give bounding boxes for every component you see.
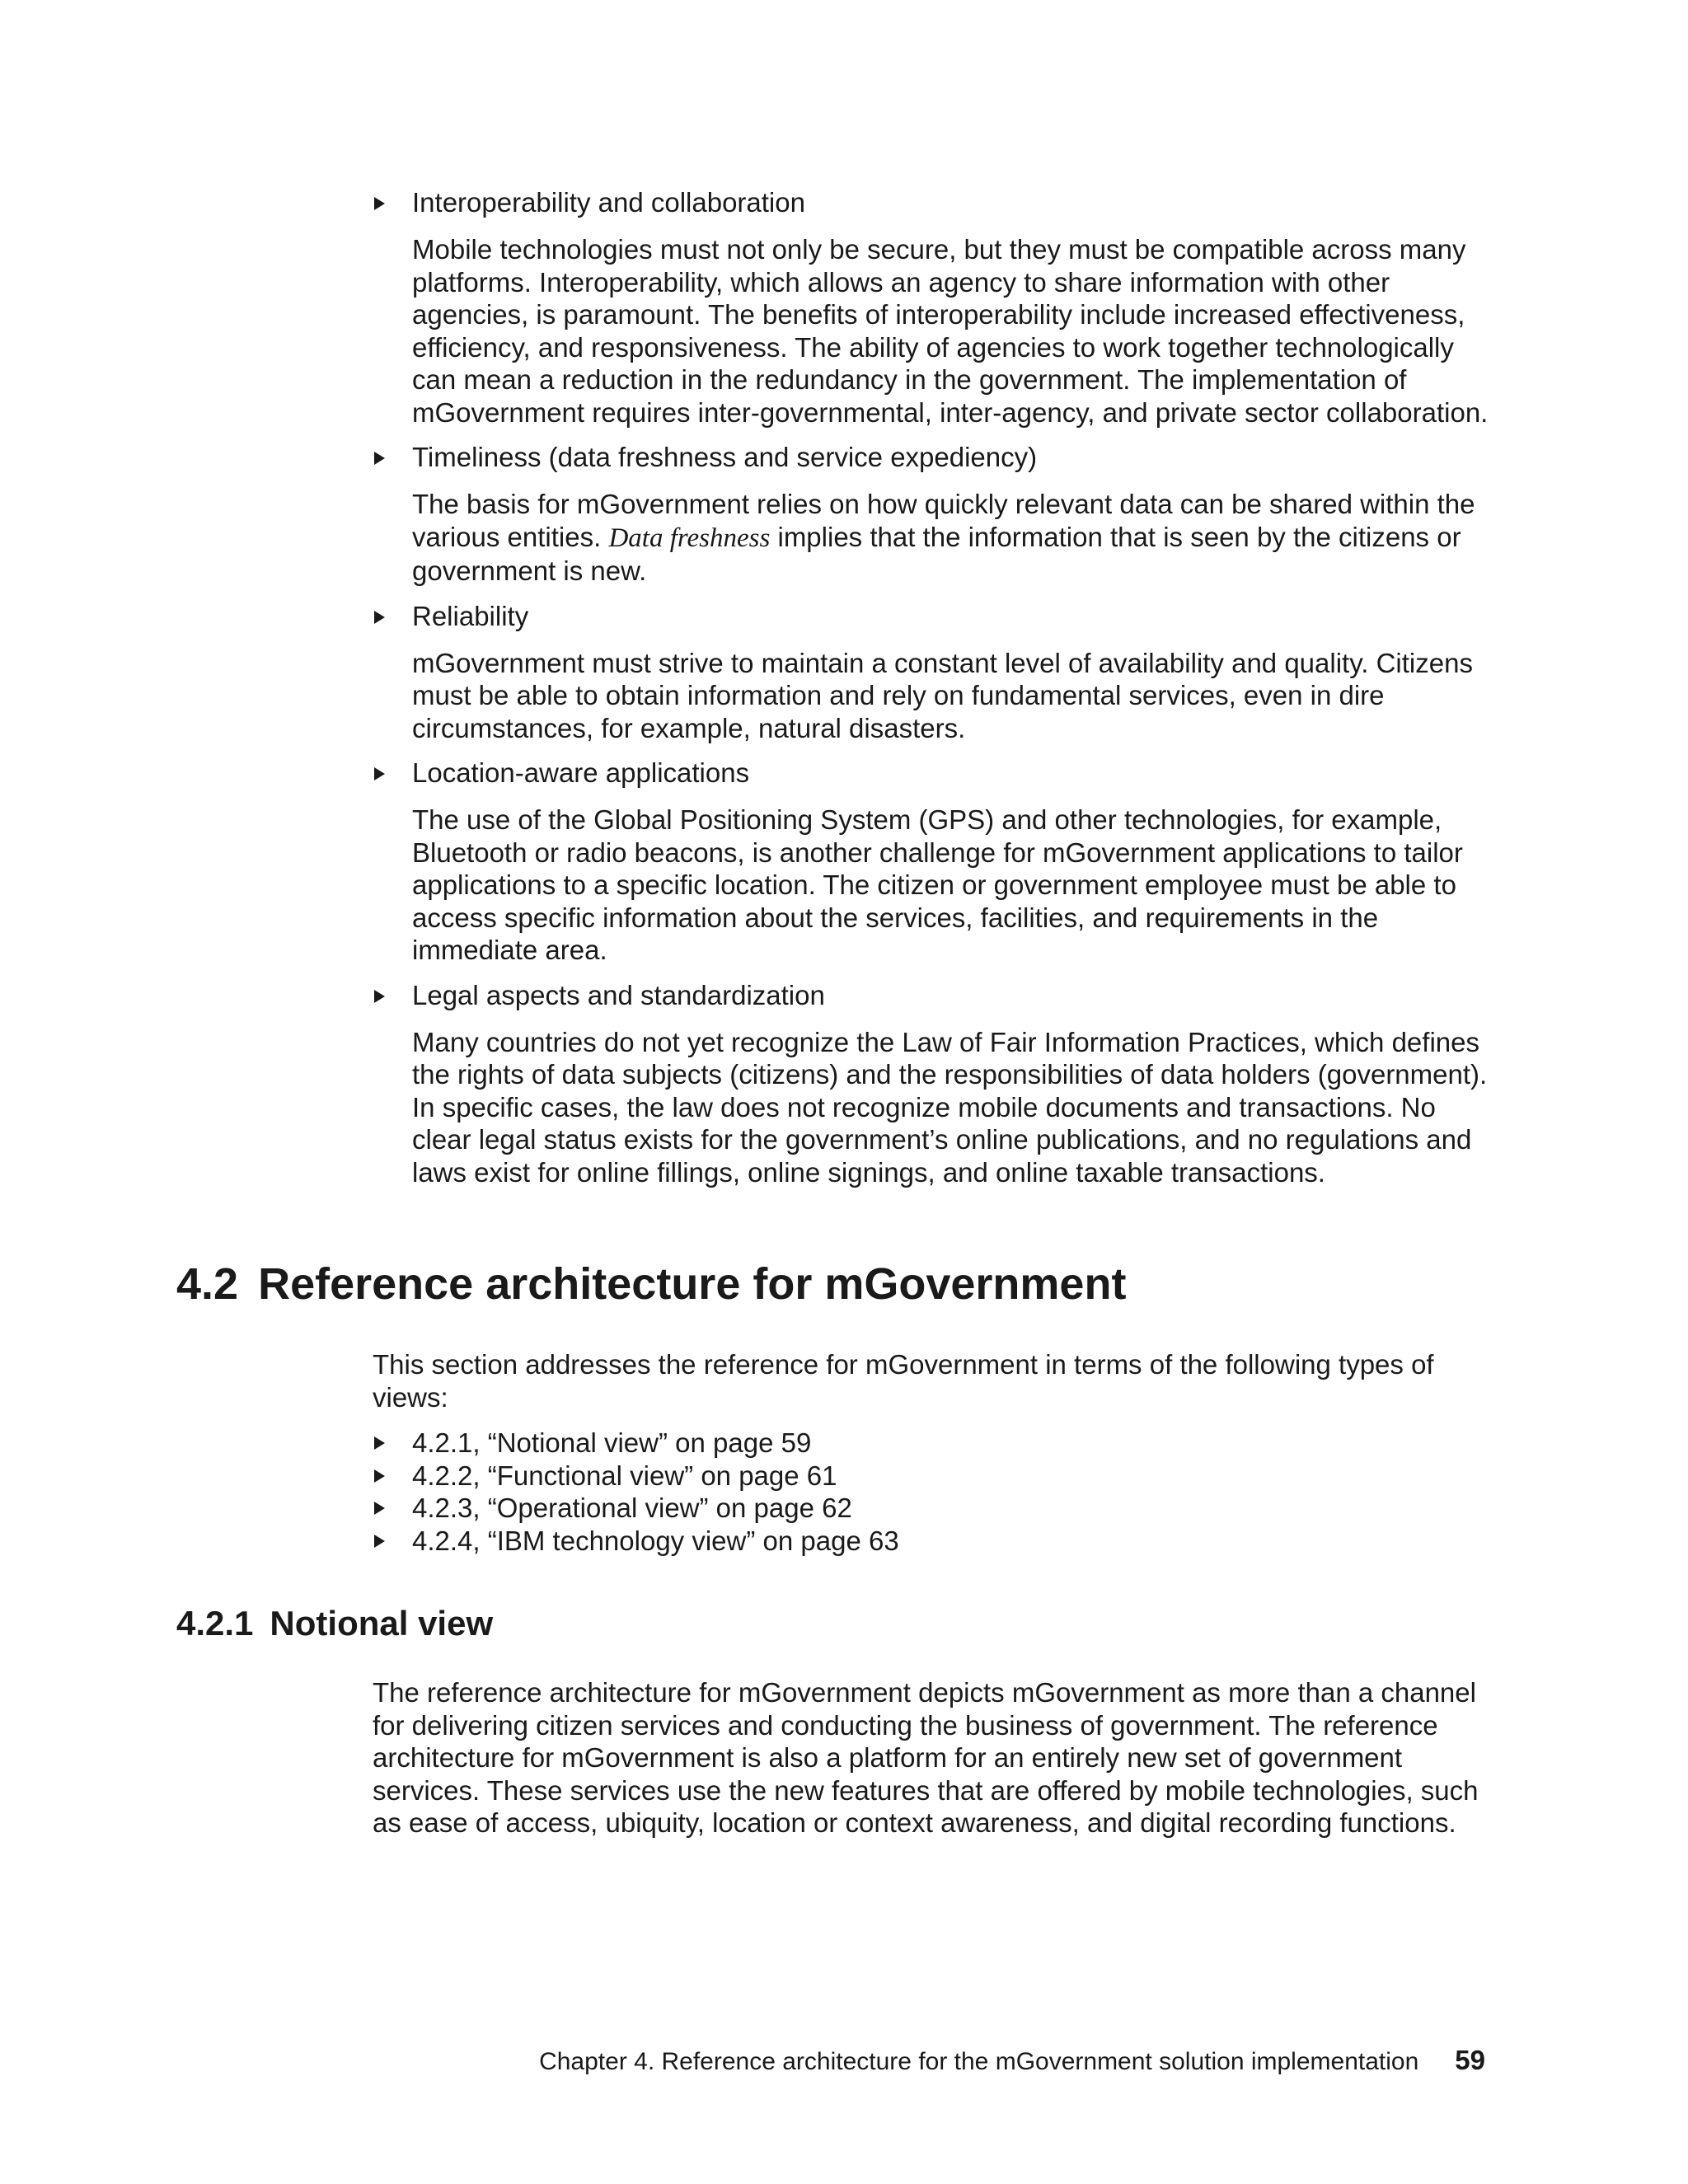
bullet-title: Interoperability and collaboration (412, 187, 805, 218)
section-number: 4.2 (176, 1259, 239, 1309)
bullet-triangle-icon (374, 452, 385, 465)
bullet-list (373, 186, 1493, 1201)
page-number: 59 (1455, 2045, 1485, 2075)
cross-reference-link[interactable]: 4.2.4, “IBM technology view” on page 63 (412, 1525, 899, 1556)
bullet-triangle-icon (374, 197, 385, 210)
bullet-triangle-icon (374, 611, 385, 624)
cross-reference-list (373, 1427, 1444, 1557)
list-item (373, 441, 1493, 588)
subsection-number: 4.2.1 (176, 1604, 254, 1643)
bullet-body: Mobile technologies must not only be secure, but they must be compatible across many platforms. Interoperability, which allows an agency to share information with other agencies, is paramount. The benefits of interoperability include increased effectiveness, efficiency, and responsiveness. The ability of agencies to work together technologically can mean a reduction in the redundancy in the government. The implementation of mGovernment requires inter-governmental, inter-agency, and private sector collaboration. (412, 234, 1489, 428)
section-heading (176, 1258, 1126, 1310)
bullet-body (412, 488, 1493, 588)
bullet-title: Legal aspects and standardization (412, 979, 825, 1010)
list-item (373, 1525, 1444, 1558)
list-item (373, 1427, 1444, 1460)
emphasis-term: Data freshness (608, 523, 771, 553)
bullet-body: Many countries do not yet recognize the Law of Fair Information Practices, which defines the rights of data subjects (citizens) and the responsibilities of data holders (government). In specific cases, the law does not recognize mobile documents and transactions. No clear legal status exists for the government’s online publications, and no regulations and laws exist for online fillings, online signings, and online taxable transactions. (412, 1026, 1488, 1188)
bullet-body-text: The basis for mGovernment relies on how quickly relevant data can be shared within the various entities. (412, 489, 1475, 552)
section-title: Reference architecture for mGovernment (258, 1259, 1127, 1309)
cross-reference-link[interactable]: 4.2.3, “Operational view” on page 62 (412, 1493, 852, 1523)
bullet-body: mGovernment must strive to maintain a constant level of availability and quality. Citizens must be able to obtain information and rely on fundamental services, even in dire circumstances, for example, natural disasters. (412, 647, 1473, 743)
bullet-title: Location-aware applications (412, 757, 750, 788)
bullet-triangle-icon (374, 1502, 385, 1515)
list-item (373, 1460, 1444, 1493)
bullet-triangle-icon (374, 1436, 385, 1450)
list-item (373, 600, 1493, 745)
cross-reference-link[interactable]: 4.2.2, “Functional view” on page 61 (412, 1460, 837, 1491)
bullet-title: Timeliness (data freshness and service expediency) (412, 442, 1038, 472)
list-item (373, 979, 1493, 1189)
subsection-title: Notional view (270, 1604, 494, 1643)
list-item (373, 757, 1493, 967)
bullet-triangle-icon (374, 1469, 385, 1483)
section-intro: This section addresses the reference for mGovernment in terms of the following types of views: (373, 1349, 1434, 1413)
list-item (373, 186, 1493, 429)
chapter-title: Chapter 4. Reference architecture for the mGovernment solution implementation (539, 2048, 1419, 2075)
subsection-heading (176, 1603, 493, 1644)
bullet-body-text: implies that the information that is seen by the citizens or government is new. (412, 521, 1461, 586)
subsection-body: The reference architecture for mGovernment depicts mGovernment as more than a channel for delivering citizen services and conducting the business of government. The reference architecture for mGovernment is also a platform for an entirely new set of government services. These services use the new features that are offered by mobile technologies, such as ease of access, ubiquity, location or context awareness, and digital recording functions. (373, 1677, 1479, 1838)
bullet-triangle-icon (374, 767, 385, 780)
bullet-triangle-icon (374, 990, 385, 1003)
page-footer (539, 2044, 1485, 2079)
list-item (373, 1492, 1444, 1525)
cross-reference-link[interactable]: 4.2.1, “Notional view” on page 59 (412, 1427, 812, 1458)
bullet-body: The use of the Global Positioning System (GPS) and other technologies, for example, Bluetooth or radio beacons, is another challenge for mGovernment applications to tailor applications to a specific location. The citizen or government employee must be able to access specific information about the services, facilities, and requirements in the immediate area. (412, 804, 1463, 965)
bullet-title: Reliability (412, 600, 529, 631)
bullet-triangle-icon (374, 1535, 385, 1548)
